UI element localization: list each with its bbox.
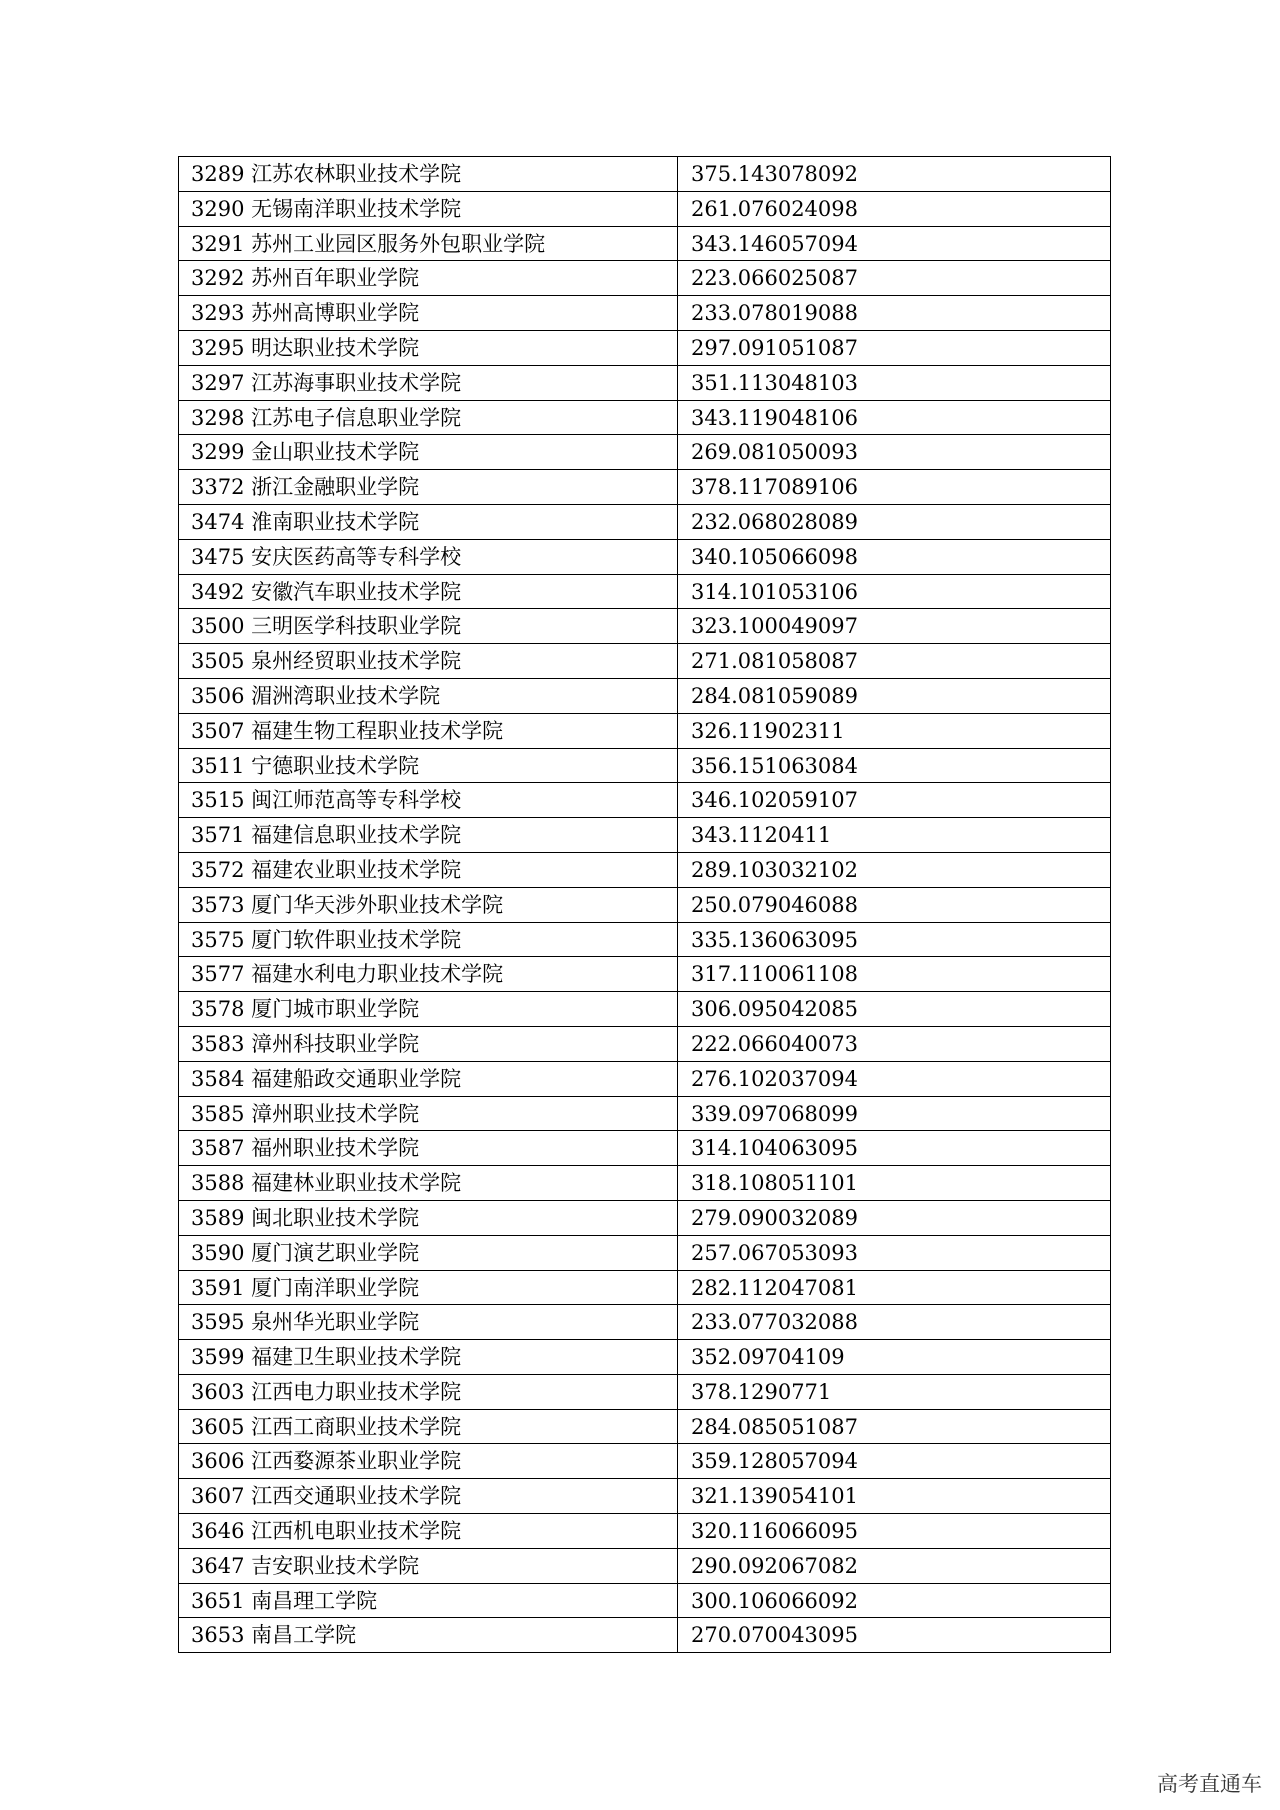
score-cell: 346.102059107	[678, 783, 1111, 817]
score-cell: 233.078019088	[678, 296, 1111, 330]
score-cell: 356.151063084	[678, 749, 1111, 783]
table-row	[179, 470, 1111, 505]
score-cell: 323.100049097	[678, 609, 1111, 643]
table-row	[179, 1271, 1111, 1306]
school-cell: 3475 安庆医药高等专科学校	[179, 540, 678, 574]
school-cell: 3511 宁德职业技术学院	[179, 749, 678, 783]
table-row	[179, 331, 1111, 366]
table-row	[179, 992, 1111, 1027]
score-cell: 233.077032088	[678, 1305, 1111, 1339]
school-cell: 3289 江苏农林职业技术学院	[179, 157, 678, 191]
score-cell: 257.067053093	[678, 1236, 1111, 1270]
school-cell: 3587 福州职业技术学院	[179, 1131, 678, 1165]
school-cell: 3500 三明医学科技职业学院	[179, 609, 678, 643]
school-cell: 3651 南昌理工学院	[179, 1584, 678, 1618]
school-cell: 3572 福建农业职业技术学院	[179, 853, 678, 887]
score-cell: 222.066040073	[678, 1027, 1111, 1061]
score-cell: 378.117089106	[678, 470, 1111, 504]
score-cell: 297.091051087	[678, 331, 1111, 365]
table-row	[179, 1131, 1111, 1166]
school-cell: 3575 厦门软件职业技术学院	[179, 923, 678, 957]
score-cell: 352.09704109	[678, 1340, 1111, 1374]
table-row	[179, 1340, 1111, 1375]
school-cell: 3591 厦门南洋职业学院	[179, 1271, 678, 1305]
table-row	[179, 714, 1111, 749]
score-cell: 318.108051101	[678, 1166, 1111, 1200]
school-cell: 3293 苏州高博职业学院	[179, 296, 678, 330]
table-row	[179, 1549, 1111, 1584]
school-cell: 3298 江苏电子信息职业学院	[179, 401, 678, 435]
school-cell: 3653 南昌工学院	[179, 1618, 678, 1652]
school-cell: 3595 泉州华光职业学院	[179, 1305, 678, 1339]
school-cell: 3299 金山职业技术学院	[179, 435, 678, 469]
school-cell: 3588 福建林业职业技术学院	[179, 1166, 678, 1200]
table-row	[179, 749, 1111, 784]
table-row	[179, 1444, 1111, 1479]
score-cell: 282.112047081	[678, 1271, 1111, 1305]
school-cell: 3291 苏州工业园区服务外包职业学院	[179, 227, 678, 261]
table-row	[179, 575, 1111, 610]
score-cell: 284.081059089	[678, 679, 1111, 713]
score-cell: 284.085051087	[678, 1410, 1111, 1444]
score-cell: 300.106066092	[678, 1584, 1111, 1618]
table-row	[179, 261, 1111, 296]
score-cell: 270.070043095	[678, 1618, 1111, 1652]
score-cell: 261.076024098	[678, 192, 1111, 226]
table-row	[179, 227, 1111, 262]
table-row	[179, 1166, 1111, 1201]
table-row	[179, 435, 1111, 470]
school-cell: 3603 江西电力职业技术学院	[179, 1375, 678, 1409]
table-row	[179, 157, 1111, 192]
score-cell: 375.143078092	[678, 157, 1111, 191]
table-row	[179, 1236, 1111, 1271]
table-row	[179, 505, 1111, 540]
score-cell: 269.081050093	[678, 435, 1111, 469]
school-cell: 3584 福建船政交通职业学院	[179, 1062, 678, 1096]
score-cell: 279.090032089	[678, 1201, 1111, 1235]
score-cell: 343.1120411	[678, 818, 1111, 852]
table-row	[179, 888, 1111, 923]
school-cell: 3515 闽江师范高等专科学校	[179, 783, 678, 817]
score-cell: 289.103032102	[678, 853, 1111, 887]
school-cell: 3599 福建卫生职业技术学院	[179, 1340, 678, 1374]
table-row	[179, 192, 1111, 227]
score-cell: 314.104063095	[678, 1131, 1111, 1165]
school-cell: 3606 江西婺源茶业职业学院	[179, 1444, 678, 1478]
table-row	[179, 540, 1111, 575]
table-row	[179, 366, 1111, 401]
table-row	[179, 1062, 1111, 1097]
table-row	[179, 1305, 1111, 1340]
school-cell: 3492 安徽汽车职业技术学院	[179, 575, 678, 609]
table-row	[179, 1097, 1111, 1132]
table-row	[179, 401, 1111, 436]
table-row	[179, 1514, 1111, 1549]
score-cell: 326.11902311	[678, 714, 1111, 748]
table-row	[179, 1584, 1111, 1619]
table-row	[179, 818, 1111, 853]
school-cell: 3573 厦门华天涉外职业技术学院	[179, 888, 678, 922]
table-row	[179, 1618, 1111, 1653]
school-cell: 3590 厦门演艺职业学院	[179, 1236, 678, 1270]
table-row	[179, 1201, 1111, 1236]
table-row	[179, 853, 1111, 888]
table-row	[179, 1375, 1111, 1410]
score-cell: 306.095042085	[678, 992, 1111, 1026]
school-cell: 3292 苏州百年职业学院	[179, 261, 678, 295]
score-cell: 271.081058087	[678, 644, 1111, 678]
table-row	[179, 783, 1111, 818]
school-cell: 3583 漳州科技职业学院	[179, 1027, 678, 1061]
score-cell: 223.066025087	[678, 261, 1111, 295]
school-cell: 3585 漳州职业技术学院	[179, 1097, 678, 1131]
table-row	[179, 644, 1111, 679]
school-cell: 3647 吉安职业技术学院	[179, 1549, 678, 1583]
school-cell: 3578 厦门城市职业学院	[179, 992, 678, 1026]
score-cell: 321.139054101	[678, 1479, 1111, 1513]
table-row	[179, 923, 1111, 958]
score-cell: 276.102037094	[678, 1062, 1111, 1096]
school-cell: 3506 湄洲湾职业技术学院	[179, 679, 678, 713]
score-cell: 343.119048106	[678, 401, 1111, 435]
school-cell: 3577 福建水利电力职业技术学院	[179, 957, 678, 991]
score-cell: 351.113048103	[678, 366, 1111, 400]
score-cell: 340.105066098	[678, 540, 1111, 574]
table-row	[179, 1410, 1111, 1445]
school-cell: 3607 江西交通职业技术学院	[179, 1479, 678, 1513]
score-cell: 317.110061108	[678, 957, 1111, 991]
watermark: 高考直通车	[1157, 1772, 1262, 1796]
school-cell: 3297 江苏海事职业技术学院	[179, 366, 678, 400]
school-cell: 3505 泉州经贸职业技术学院	[179, 644, 678, 678]
score-table	[178, 156, 1111, 1653]
score-cell: 343.146057094	[678, 227, 1111, 261]
school-cell: 3290 无锡南洋职业技术学院	[179, 192, 678, 226]
score-cell: 320.116066095	[678, 1514, 1111, 1548]
table-row	[179, 609, 1111, 644]
score-cell: 359.128057094	[678, 1444, 1111, 1478]
score-cell: 290.092067082	[678, 1549, 1111, 1583]
school-cell: 3589 闽北职业技术学院	[179, 1201, 678, 1235]
table-row	[179, 679, 1111, 714]
school-cell: 3372 浙江金融职业学院	[179, 470, 678, 504]
table-row	[179, 957, 1111, 992]
table-row	[179, 296, 1111, 331]
table-row	[179, 1479, 1111, 1514]
school-cell: 3295 明达职业技术学院	[179, 331, 678, 365]
school-cell: 3474 淮南职业技术学院	[179, 505, 678, 539]
score-cell: 335.136063095	[678, 923, 1111, 957]
table-row	[179, 1027, 1111, 1062]
school-cell: 3507 福建生物工程职业技术学院	[179, 714, 678, 748]
school-cell: 3571 福建信息职业技术学院	[179, 818, 678, 852]
score-cell: 378.1290771	[678, 1375, 1111, 1409]
school-cell: 3646 江西机电职业技术学院	[179, 1514, 678, 1548]
score-cell: 314.101053106	[678, 575, 1111, 609]
school-cell: 3605 江西工商职业技术学院	[179, 1410, 678, 1444]
score-cell: 250.079046088	[678, 888, 1111, 922]
score-cell: 232.068028089	[678, 505, 1111, 539]
score-cell: 339.097068099	[678, 1097, 1111, 1131]
